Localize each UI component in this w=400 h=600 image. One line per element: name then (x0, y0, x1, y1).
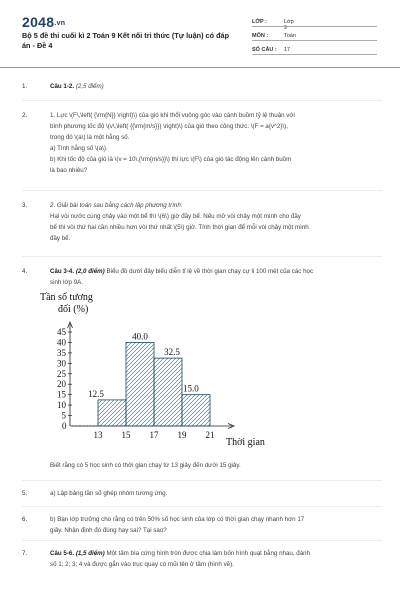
chart-x-tick-label: 21 (205, 430, 215, 440)
chart-bar (182, 395, 210, 426)
document-header: 2048.vn Bộ 5 đề thi cuối kì 2 Toán 9 Kết nối tri thức (Tự luận) có đáp án - Đề 4 LỚP : Lớp 9 MÔN : Toán SỐ CÂU : 17 (0, 0, 400, 62)
chart-plot (57, 322, 234, 440)
chart-bar (154, 358, 182, 426)
chart-bar-value-label: 15.0 (183, 383, 199, 394)
chart-y-tick-label: 45 (57, 327, 66, 337)
chart-y-tick-label: 40 (57, 337, 66, 348)
chart-bar (98, 400, 126, 426)
chart-y-tick-label: 30 (57, 358, 66, 369)
chart-y-tick-label: 15 (57, 389, 66, 400)
document-title: Bộ 5 đề thi cuối kì 2 Toán 9 Kết nối tri thức (Tự luận) có đáp án - Đề 4 (22, 31, 230, 50)
chart-bar-value-label: 40.0 (132, 331, 148, 342)
chart-y-tick-label: 20 (57, 379, 66, 390)
chart-y-tick-label: 35 (57, 347, 66, 358)
site-logo[interactable]: 2048.vn (22, 14, 66, 30)
divider (22, 256, 382, 257)
divider (22, 506, 382, 507)
divider (22, 100, 382, 101)
chart-y-tick-label: 10 (57, 400, 66, 411)
divider (22, 540, 382, 541)
chart-bar-value-label: 32.5 (164, 347, 180, 358)
header-divider (0, 67, 400, 68)
chart-ylabel-line2: đối (%) (58, 304, 89, 315)
chart-bar (126, 342, 154, 426)
chart-x-tick-label: 17 (149, 430, 159, 440)
chart-x-tick-label: 15 (121, 430, 131, 440)
chart-bar-value-label: 12.5 (88, 388, 104, 399)
chart-ylabel-line1: Tần số tương (40, 292, 93, 303)
divider (22, 480, 382, 481)
chart-x-tick-label: 19 (177, 430, 187, 440)
divider (22, 190, 382, 191)
histogram-chart (30, 288, 280, 456)
chart-y-tick-label: 25 (57, 368, 66, 379)
chart-x-tick-label: 13 (93, 430, 103, 440)
chart-origin-label: 0 (62, 421, 67, 431)
chart-xlabel: Thời gian (226, 437, 265, 448)
chart-y-tick-label: 5 (61, 410, 66, 421)
